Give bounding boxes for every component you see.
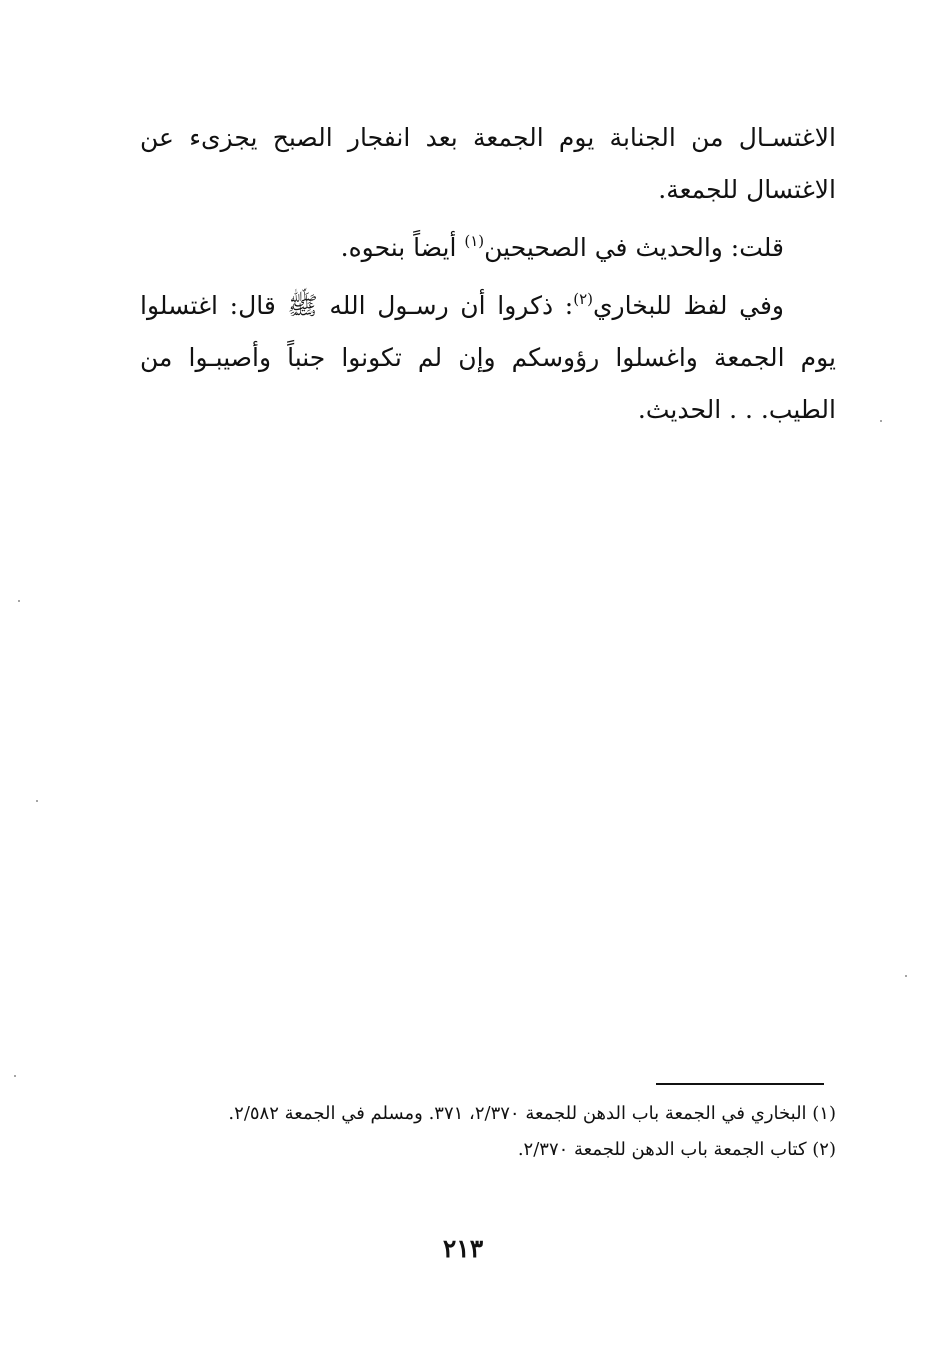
scan-speck	[905, 975, 907, 977]
paragraph-1-text: الاغتسـال من الجنابة يوم الجمعة بعد انفجار الصبح يجزىء عن الاغتسال للجمعة.	[140, 123, 836, 204]
paragraph-3-text: وفي لفظ للبخاري	[592, 291, 784, 320]
footnote-ref-1: (١)	[464, 232, 485, 250]
footnote-separator	[656, 1083, 824, 1085]
footnote-ref-2: (٢)	[573, 290, 593, 308]
footnotes	[140, 1096, 836, 1168]
page-number: ٢١٣	[442, 1234, 484, 1263]
paragraph-3-text-cont: : ذكروا أن رسـول الله ﷺ قال: اغتسلوا يوم الجمعة واغسلوا رؤوسكم وإن لم تكونوا جنباً وأصيبـوا من الطيب. . . الحديث.	[140, 291, 836, 424]
main-text	[140, 112, 836, 436]
paragraph-2-text-cont: أيضاً بنحوه.	[340, 233, 465, 262]
paragraph-2	[140, 222, 836, 274]
scan-speck	[880, 420, 882, 422]
paragraph-2-text: قلت: والحديث في الصحيحين	[484, 233, 784, 262]
scan-speck	[18, 600, 20, 602]
paragraph-3	[140, 280, 836, 436]
scan-speck	[36, 800, 38, 802]
scan-speck	[14, 1075, 16, 1077]
paragraph-1	[140, 112, 836, 216]
footnote-1: (١) البخاري في الجمعة باب الدهن للجمعة ٢/٣٧٠، ٣٧١. ومسلم في الجمعة ٢/٥٨٢.	[228, 1103, 836, 1124]
footnote-2: (٢) كتاب الجمعة باب الدهن للجمعة ٢/٣٧٠.	[517, 1139, 836, 1160]
